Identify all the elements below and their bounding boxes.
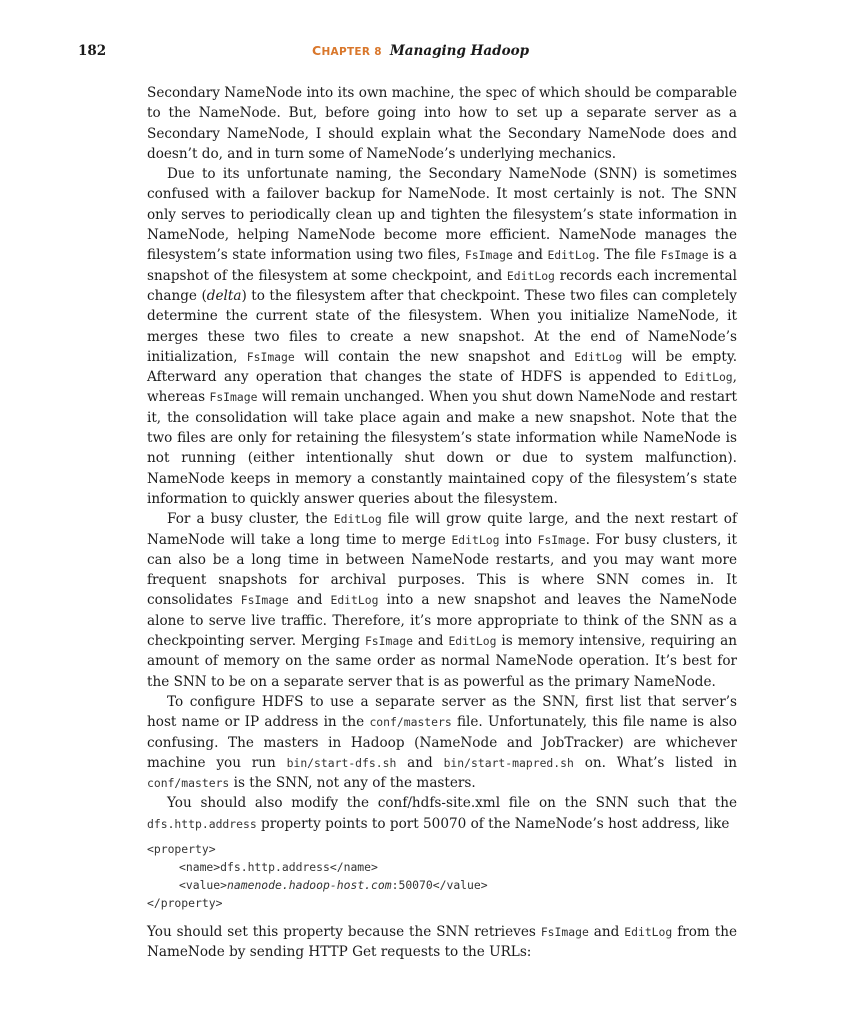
page-number: 182: [78, 43, 107, 59]
paragraph-2: Due to its unfortunate naming, the Secondary NameNode (SNN) is sometimes confused with a failover backup for NameNode. It most certainly is not. The SNN only serves to periodically clean up and tighten the filesystem’s state information in NameNode, helping NameNode become more efficient. NameNode manages the filesystem’s state information using two files, FsImage and EditLog. The file FsImage is a snapshot of the filesystem at some checkpoint, and EditLog records each incremental change (delta) to the filesystem after that checkpoint. These two files can completely determine the current state of the filesystem. When you initialize NameNode, it merges these two files to create a new snapshot. At the end of NameNode’s initialization, FsImage will contain the new snapshot and EditLog will be empty. Afterward any operation that changes the state of HDFS is appended to EditLog, whereas FsImage will remain unchanged. When you shut down NameNode and restart it, the consolidation will take place again and make a new snapshot. Note that the two files are only for retaining the filesystem’s state information while NameNode is not running (either intentionally shut down or due to system malfunction). NameNode keeps in memory a constantly maintained copy of the filesystem’s state information to quickly answer queries about the filesystem.: [147, 166, 738, 507]
running-header: [0, 40, 841, 62]
paragraph-1: Secondary NameNode into its own machine, the spec of which should be comparable to the NameNode. But, before going into how to set up a separate server as a Secondary NameNode, I should explain what the Secondary NameNode does and doesn’t do, and in turn some of NameNode’s underlying mechanics.: [147, 85, 737, 162]
paragraph-3: For a busy cluster, the EditLog file will grow quite large, and the next restart of NameNode will take a long time to merge EditLog into FsImage. For busy clusters, it can also be a long time in between NameNode restarts, and you may want more frequent snapshots for archival purposes. This is where SNN comes in. It consolidates FsImage and EditLog into a new snapshot and leaves the NameNode alone to serve live traffic. Therefore, it’s more appropriate to think of the SNN as a checkpointing server. Merging FsImage and EditLog is memory intensive, requiring an amount of memory on the same order as normal NameNode operation. It’s best for the SNN to be on a separate server that is as powerful as the primary NameNode.: [147, 511, 737, 690]
running-head: [0, 43, 841, 59]
chapter-label: CHAPTER 8: [311, 43, 382, 58]
paragraph-4: To configure HDFS to use a separate server as the SNN, first list that server’s host name or IP address in the conf/masters file. Unfortunately, this file name is also confusing. The masters in Hadoop (NameNode and JobTracker) are whichever machine you run bin/start-dfs.sh and bin/start-mapred.sh on. What’s listed in conf/masters is the SNN, not any of the masters.: [147, 693, 737, 792]
xml-code-block: [147, 840, 737, 912]
body-text: [147, 83, 737, 963]
paragraph-5: You should also modify the conf/hdfs-site.xml file on the SNN such that the dfs.http.address property points to port 50070 of the NameNode’s host address, like: [147, 795, 737, 832]
code-line: <property>: [147, 841, 216, 856]
chapter-title: Managing Hadoop: [389, 43, 530, 59]
code-line: <value>namenode.hadoop-host.com:50070</value>: [179, 877, 488, 892]
paragraph-6: You should set this property because the SNN retrieves FsImage and EditLog from the NameNode by sending HTTP Get requests to the URLs:: [147, 923, 737, 961]
code-line: </property>: [147, 895, 223, 910]
code-line: <name>dfs.http.address</name>: [179, 859, 378, 874]
